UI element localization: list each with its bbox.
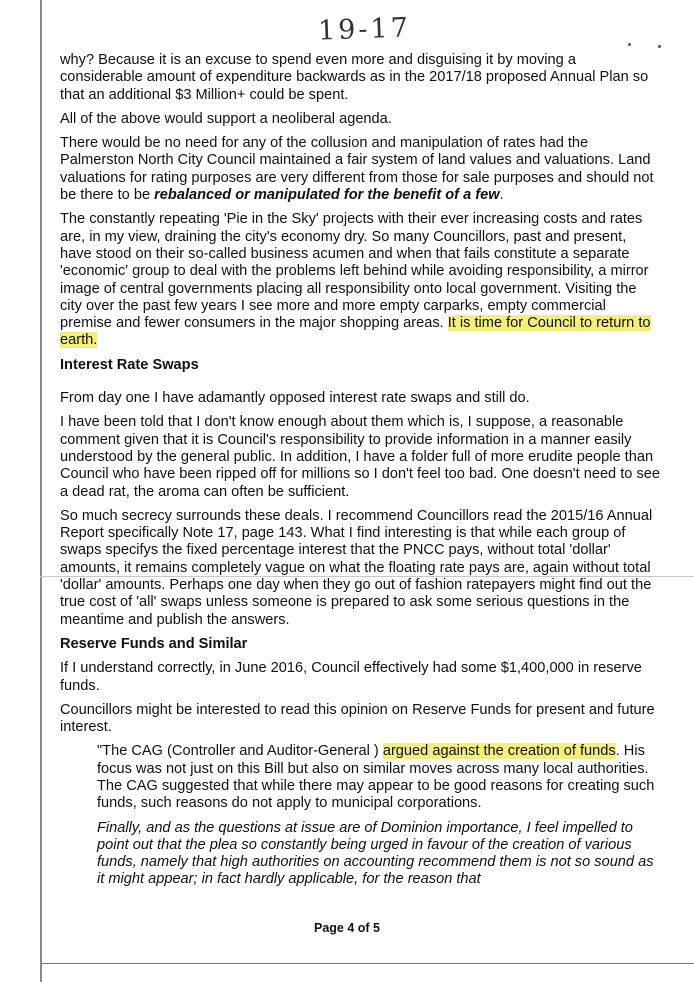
quote-block-italic: Finally, and as the questions at issue are of Dominion importance, I feel impelled to point out that the plea so constantly being urged in favour of the creation of various funds, namely that high authorities on accounting recommend them is not so sound as it might appear; in fact hardly applicable, for the reason that [97,819,654,888]
paragraph: So much secrecy surrounds these deals. I recommend Councillors read the 2015/16 Annual Report specifically Note 17, page 143. What I find interesting is that while each group of swaps specifys the fixed percentage interest that the PNCC pays, without total 'dollar' amounts, it remains completely vague on what the floating rate pays are, again without total 'dollar' amounts. Perhaps one day when they go out of fashion ratepayers might find out the true cost of 'all' swaps unless someone is prepared to ask some serious questions in the meantime and publish the answers. [60,507,653,628]
emphasis-text: rebalanced or manipulated for the benefit of a few [154,187,500,204]
highlighted-text: It is time for Council to return to earth. [60,315,651,349]
quote-text: . His focus was not just on this Bill but also on similar moves across many local authorities. The CAG suggested that while there may appear to be good reasons for creating such funds, such reasons do not apply to municipal corporations. [97,743,655,812]
paragraph [60,135,660,204]
highlighted-text: argued against the creation of funds [382,743,616,760]
paragraph [60,211,660,349]
scan-left-edge [40,0,42,982]
scan-speck [628,43,631,46]
quote-text: "The CAG (Controller and Auditor-General ) [97,743,383,760]
quote-block [97,743,660,812]
paragraph: From day one I have adamantly opposed interest rate swaps and still do. [60,390,530,407]
paragraph: why? Because it is an excuse to spend even more and disguising it by moving a considerable amount of expenditure backwards as in the 2017/18 proposed Annual Plan so that an additional $3 Million+ could be spent. [60,52,649,103]
page-footer: Page 4 of 5 [314,921,380,935]
paragraph: Councillors might be interested to read this opinion on Reserve Funds for present and future interest. [60,701,655,736]
paragraph: I have been told that I don't know enough about them which is, I suppose, a reasonable comment given that it is Council's responsibility to provide information in a manner easily understood by the general public. In addition, I have a folder full of more erudite people than Council who have been ripped off for millions so I don't feel too bad. One doesn't need to see a dead rat, the aroma can often be sufficient. [60,414,660,500]
section-heading: Interest Rate Swaps [60,356,199,373]
section-heading: Reserve Funds and Similar [60,635,248,652]
handwritten-page-number: 19-17 [317,12,412,47]
paragraph: All of the above would support a neoliberal agenda. [60,110,392,127]
paragraph-text: . [499,187,504,204]
paragraph-text: There would be no need for any of the collusion and manipulation of rates had the Palmerston North City Council maintained a fair system of land values and valuations. Land valuations for rating purposes are very different from those for sale purposes and should not be there to be [60,135,654,204]
scan-artifact-line [40,576,694,577]
paragraph: If I understand correctly, in June 2016, Council effectively had some $1,400,000 in reserve funds. [60,660,642,694]
paragraph-text: The constantly repeating 'Pie in the Sky' projects with their ever increasing costs and rates are, in my view, draining the city's economy dry. So many Councillors, past and present, have stood on their so-called business acumen and when that fails constitute a separate 'economic' group to deal with the problems left behind while avoiding responsibility, a mirror image of central governments placing all responsibility onto local government. Visiting the city over the past few years I see more and more empty carparks, empty commercial premise and fewer consumers in the major shopping areas. [60,211,649,332]
scan-speck [658,45,661,48]
scan-bottom-edge [42,963,694,964]
document-body [60,52,660,889]
